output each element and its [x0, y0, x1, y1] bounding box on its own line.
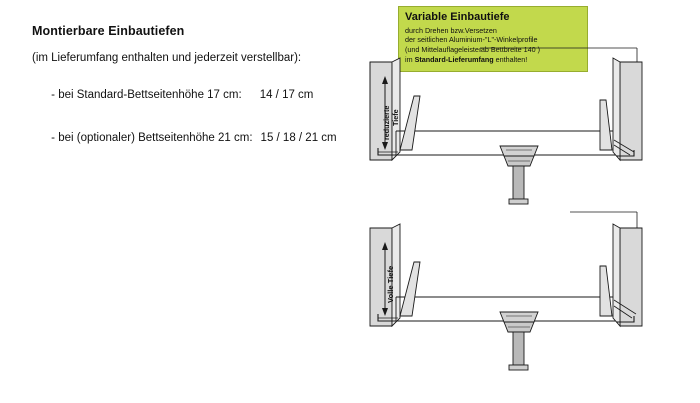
callout-line-emphasis: im Standard-Lieferumfang enthalten!	[405, 54, 528, 64]
top-assembly	[370, 48, 642, 204]
callout-line: der seitlichen Aluminium-"L"-Winkelprofile	[405, 35, 538, 45]
info-subtitle: (im Lieferumfang enthalten und jederzeit verstellbar):	[32, 52, 302, 64]
callout-title: Variable Einbautiefe	[405, 11, 510, 23]
callout-line: durch Drehen bzw.Versetzen	[405, 25, 497, 35]
callout-line: (und Mittelauflageleiste ab Bettbreite 140 )	[405, 45, 541, 55]
bottom-assembly	[370, 212, 642, 370]
info-row-value: 14 / 17 cm	[259, 89, 314, 101]
top-depth-label-line1: reduzierte	[382, 105, 391, 140]
info-row-value: 15 / 18 / 21 cm	[260, 132, 337, 144]
top-depth-label-line2: Tiefe	[391, 109, 400, 126]
page-title: Montierbare Einbautiefen	[32, 24, 185, 38]
info-row-label: - bei (optionaler) Bettseitenhöhe 21 cm:	[51, 132, 253, 144]
bottom-depth-label: Volle Tiefe	[386, 265, 395, 303]
info-row-label: - bei Standard-Bettseitenhöhe 17 cm:	[51, 89, 242, 101]
